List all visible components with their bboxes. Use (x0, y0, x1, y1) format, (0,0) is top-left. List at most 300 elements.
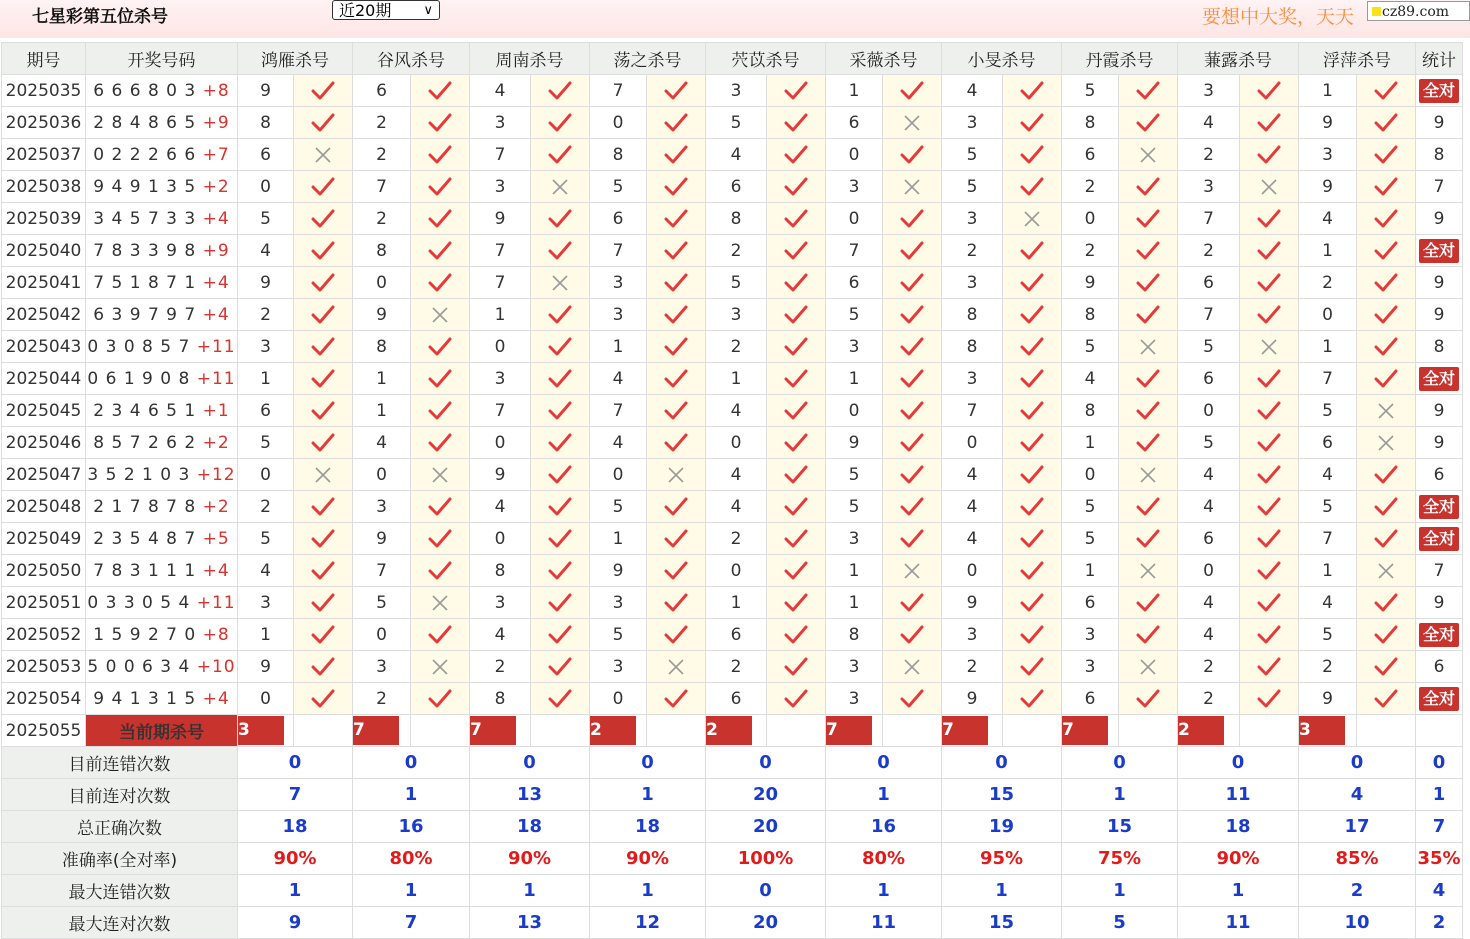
kill-number-cell: 7 (353, 555, 411, 587)
result-mark-cell (1357, 523, 1416, 555)
result-mark-cell (411, 491, 470, 523)
cross-icon (1376, 561, 1396, 581)
row-stat-cell (1416, 523, 1463, 555)
kill-number-cell: 1 (1062, 555, 1119, 587)
result-mark-cell (1357, 491, 1416, 523)
kill-number-cell: 9 (590, 555, 647, 587)
result-mark-cell (1003, 171, 1062, 203)
page-title: 七星彩第五位杀号 (32, 7, 168, 27)
period-cell: 2025039 (2, 203, 86, 235)
check-icon (784, 593, 808, 613)
result-mark-cell (883, 523, 942, 555)
kill-number-cell: 3 (826, 171, 883, 203)
draw-number-cell (86, 139, 238, 171)
result-mark-cell (411, 75, 470, 107)
kill-number-cell: 0 (1062, 459, 1119, 491)
kill-number-cell: 7 (1178, 203, 1240, 235)
current-kill-spacer (1240, 715, 1299, 747)
kill-number-table (1, 42, 1463, 939)
kill-number-cell: 1 (1299, 331, 1357, 363)
stats-value: 20 (706, 907, 826, 939)
check-icon (664, 113, 688, 133)
result-mark-cell (411, 363, 470, 395)
check-icon (311, 561, 335, 581)
check-icon (1020, 273, 1044, 293)
table-header-row (2, 43, 1463, 75)
cross-icon (550, 273, 570, 293)
result-mark-cell (1240, 459, 1299, 491)
kill-number-cell: 9 (353, 299, 411, 331)
col-header-expert: 小旻杀号 (942, 43, 1062, 75)
check-icon (784, 241, 808, 261)
kill-number-cell: 5 (826, 459, 883, 491)
check-icon (900, 497, 924, 517)
cross-icon (902, 177, 922, 197)
draw-number-cell (86, 235, 238, 267)
kill-number-cell: 4 (1178, 587, 1240, 619)
check-icon (428, 177, 452, 197)
kill-number-cell: 5 (353, 587, 411, 619)
result-mark-cell (1119, 683, 1178, 715)
kill-number-cell: 7 (1299, 363, 1357, 395)
check-icon (900, 401, 924, 421)
stats-value: 1 (942, 875, 1062, 907)
stats-value: 1 (826, 875, 942, 907)
check-icon (311, 113, 335, 133)
kill-number-cell: 6 (1178, 267, 1240, 299)
all-correct-badge: 全对 (1419, 239, 1459, 263)
result-mark-cell (1003, 331, 1062, 363)
kill-number-cell: 8 (1062, 395, 1119, 427)
kill-number-cell: 3 (238, 331, 294, 363)
period-cell: 2025037 (2, 139, 86, 171)
kill-number-cell: 1 (353, 363, 411, 395)
check-icon (428, 81, 452, 101)
kill-number-cell: 8 (1062, 299, 1119, 331)
draw-extra-number: +1 (202, 400, 230, 421)
draw-number-cell (86, 427, 238, 459)
kill-number-cell: 7 (942, 395, 1003, 427)
stats-value: 16 (826, 811, 942, 843)
col-header-expert: 谷风杀号 (353, 43, 470, 75)
check-icon (1136, 593, 1160, 613)
kill-number-cell: 1 (1299, 75, 1357, 107)
period-cell: 2025046 (2, 427, 86, 459)
stats-label: 总正确次数 (2, 811, 238, 843)
check-icon (1374, 465, 1398, 485)
result-mark-cell (1357, 555, 1416, 587)
kill-number-cell: 4 (353, 427, 411, 459)
draw-extra-number: +11 (196, 336, 236, 357)
result-mark-cell (1240, 683, 1299, 715)
current-kill-cell (353, 715, 411, 747)
col-header-expert: 浮萍杀号 (1299, 43, 1416, 75)
result-mark-cell (883, 235, 942, 267)
draw-numbers: 2 8 4 8 6 5 (93, 112, 203, 133)
table-row (2, 555, 1463, 587)
cross-icon (902, 113, 922, 133)
site-link[interactable] (1367, 1, 1470, 21)
check-icon (900, 593, 924, 613)
check-icon (900, 209, 924, 229)
kill-number-cell: 0 (238, 683, 294, 715)
draw-number-cell (86, 683, 238, 715)
current-kill-cell (238, 715, 294, 747)
result-mark-cell (767, 107, 826, 139)
kill-number-cell: 0 (706, 555, 767, 587)
kill-number-cell: 1 (826, 75, 883, 107)
draw-extra-number: +7 (202, 144, 230, 165)
current-kill-cell (706, 715, 767, 747)
stats-value: 1 (826, 779, 942, 811)
result-mark-cell (647, 139, 706, 171)
result-mark-cell (1357, 651, 1416, 683)
stats-value: 18 (1178, 811, 1299, 843)
check-icon (664, 305, 688, 325)
draw-extra-number: +4 (202, 272, 230, 293)
result-mark-cell (411, 555, 470, 587)
cross-icon (1138, 145, 1158, 165)
check-icon (311, 625, 335, 645)
check-icon (1020, 497, 1044, 517)
kill-number-cell: 0 (238, 459, 294, 491)
result-mark-cell (767, 299, 826, 331)
result-mark-cell (1003, 75, 1062, 107)
cross-icon (1376, 401, 1396, 421)
stats-value: 35% (1416, 843, 1463, 875)
stats-value: 10 (1299, 907, 1416, 939)
check-icon (664, 497, 688, 517)
kill-number-cell: 6 (706, 171, 767, 203)
kill-number-cell: 5 (942, 139, 1003, 171)
draw-numbers: 0 3 3 0 5 4 (87, 592, 197, 613)
kill-number-cell: 1 (238, 619, 294, 651)
current-kill-number: 7 (942, 716, 988, 745)
result-mark-cell (531, 299, 590, 331)
result-mark-cell (767, 267, 826, 299)
stats-value: 2 (1299, 875, 1416, 907)
current-period-cell: 2025055 (2, 715, 86, 747)
kill-number-cell: 4 (942, 491, 1003, 523)
stats-value: 1 (353, 875, 470, 907)
draw-numbers: 2 3 4 6 5 1 (93, 400, 203, 421)
result-mark-cell (1003, 299, 1062, 331)
stats-value: 1 (1178, 875, 1299, 907)
check-icon (1020, 433, 1044, 453)
result-mark-cell (1240, 75, 1299, 107)
cross-icon (1138, 337, 1158, 357)
kill-number-cell: 9 (470, 203, 531, 235)
check-icon (548, 657, 572, 677)
check-icon (1257, 401, 1281, 421)
check-icon (1257, 433, 1281, 453)
kill-number-cell: 6 (1062, 683, 1119, 715)
check-icon (1257, 209, 1281, 229)
stats-label: 目前连对次数 (2, 779, 238, 811)
result-mark-cell (647, 331, 706, 363)
result-mark-cell (767, 459, 826, 491)
period-cell: 2025036 (2, 107, 86, 139)
result-mark-cell (294, 107, 353, 139)
stats-row (2, 907, 1463, 939)
stats-label: 目前连错次数 (2, 747, 238, 779)
kill-number-cell: 5 (706, 107, 767, 139)
kill-number-cell: 1 (1299, 555, 1357, 587)
stats-value: 80% (353, 843, 470, 875)
check-icon (1374, 497, 1398, 517)
row-stat-cell: 7 (1416, 171, 1463, 203)
current-kill-number: 7 (353, 716, 399, 745)
stats-value: 15 (942, 907, 1062, 939)
draw-number-cell (86, 395, 238, 427)
result-mark-cell (883, 555, 942, 587)
kill-number-cell: 3 (706, 75, 767, 107)
result-mark-cell (411, 459, 470, 491)
result-mark-cell (1240, 395, 1299, 427)
current-kill-cell (590, 715, 647, 747)
result-mark-cell (767, 523, 826, 555)
result-mark-cell (883, 75, 942, 107)
check-icon (1374, 209, 1398, 229)
result-mark-cell (647, 363, 706, 395)
result-mark-cell (1240, 619, 1299, 651)
check-icon (1374, 625, 1398, 645)
cross-icon (430, 465, 450, 485)
result-mark-cell (647, 171, 706, 203)
kill-number-cell: 9 (942, 587, 1003, 619)
result-mark-cell (647, 267, 706, 299)
col-header-stat: 统计 (1416, 43, 1463, 75)
result-mark-cell (294, 395, 353, 427)
slogan-text: 要想中大奖，天天 (1202, 6, 1355, 28)
check-icon (1257, 369, 1281, 389)
kill-number-cell: 1 (706, 363, 767, 395)
cross-icon (666, 465, 686, 485)
draw-extra-number: +4 (202, 208, 230, 229)
current-kill-number: 2 (1178, 716, 1224, 745)
check-icon (428, 241, 452, 261)
kill-number-cell: 4 (590, 363, 647, 395)
kill-number-cell: 3 (470, 587, 531, 619)
result-mark-cell (1119, 459, 1178, 491)
result-mark-cell (767, 683, 826, 715)
result-mark-cell (1119, 107, 1178, 139)
stats-value: 100% (706, 843, 826, 875)
period-cell: 2025047 (2, 459, 86, 491)
result-mark-cell (294, 203, 353, 235)
check-icon (1136, 81, 1160, 101)
check-icon (664, 689, 688, 709)
kill-number-cell: 8 (470, 683, 531, 715)
kill-number-cell: 5 (1062, 331, 1119, 363)
kill-number-cell: 1 (826, 587, 883, 619)
kill-number-cell: 3 (353, 651, 411, 683)
check-icon (1136, 305, 1160, 325)
current-kill-number: 3 (238, 716, 284, 745)
kill-number-cell: 2 (1178, 651, 1240, 683)
result-mark-cell (411, 523, 470, 555)
draw-numbers: 0 6 1 9 0 8 (87, 368, 197, 389)
stats-value: 7 (353, 907, 470, 939)
result-mark-cell (531, 75, 590, 107)
kill-number-cell: 4 (706, 459, 767, 491)
check-icon (548, 241, 572, 261)
check-icon (1257, 145, 1281, 165)
period-range-select[interactable] (332, 0, 440, 20)
check-icon (548, 561, 572, 581)
result-mark-cell (883, 459, 942, 491)
check-icon (664, 529, 688, 549)
kill-number-cell: 2 (706, 331, 767, 363)
result-mark-cell (411, 395, 470, 427)
stats-row (2, 747, 1463, 779)
check-icon (1136, 689, 1160, 709)
kill-number-cell: 8 (706, 203, 767, 235)
period-cell: 2025040 (2, 235, 86, 267)
kill-number-cell: 0 (826, 139, 883, 171)
kill-number-cell: 6 (353, 75, 411, 107)
kill-number-cell: 6 (1062, 139, 1119, 171)
draw-numbers: 8 5 7 2 6 2 (93, 432, 203, 453)
result-mark-cell (883, 427, 942, 459)
stats-value: 0 (1299, 747, 1416, 779)
stats-value: 90% (470, 843, 590, 875)
kill-number-cell: 7 (470, 235, 531, 267)
kill-number-cell: 6 (238, 139, 294, 171)
stats-value: 0 (1178, 747, 1299, 779)
table-row (2, 267, 1463, 299)
check-icon (900, 689, 924, 709)
check-icon (1257, 81, 1281, 101)
kill-number-cell: 3 (238, 587, 294, 619)
result-mark-cell (294, 555, 353, 587)
check-icon (900, 369, 924, 389)
check-icon (311, 369, 335, 389)
result-mark-cell (883, 267, 942, 299)
check-icon (1136, 433, 1160, 453)
kill-number-cell: 0 (706, 427, 767, 459)
current-kill-spacer (883, 715, 942, 747)
stats-value: 11 (1178, 907, 1299, 939)
kill-number-cell: 5 (706, 267, 767, 299)
stats-value: 0 (353, 747, 470, 779)
result-mark-cell (1119, 523, 1178, 555)
cross-icon (666, 657, 686, 677)
result-mark-cell (294, 587, 353, 619)
check-icon (1257, 273, 1281, 293)
result-mark-cell (1357, 587, 1416, 619)
draw-extra-number: +11 (196, 368, 236, 389)
stats-value: 0 (942, 747, 1062, 779)
current-kill-number: 7 (1062, 716, 1108, 745)
col-header-draw: 开奖号码 (86, 43, 238, 75)
kill-number-cell: 6 (826, 267, 883, 299)
result-mark-cell (1003, 459, 1062, 491)
draw-numbers: 2 3 5 4 8 7 (93, 528, 203, 549)
kill-number-cell: 2 (353, 107, 411, 139)
cross-icon (430, 657, 450, 677)
check-icon (900, 337, 924, 357)
chevron-down-icon: ∨ (423, 3, 433, 18)
check-icon (428, 209, 452, 229)
result-mark-cell (294, 459, 353, 491)
result-mark-cell (1240, 363, 1299, 395)
check-icon (900, 81, 924, 101)
current-kill-cell (1178, 715, 1240, 747)
draw-number-cell (86, 523, 238, 555)
result-mark-cell (294, 651, 353, 683)
result-mark-cell (294, 491, 353, 523)
result-mark-cell (883, 395, 942, 427)
check-icon (1020, 241, 1044, 261)
check-icon (784, 625, 808, 645)
kill-number-cell: 3 (826, 683, 883, 715)
check-icon (1374, 81, 1398, 101)
draw-numbers: 6 3 9 7 9 7 (93, 304, 203, 325)
kill-number-cell: 6 (238, 395, 294, 427)
check-icon (900, 305, 924, 325)
check-icon (784, 273, 808, 293)
kill-number-cell: 0 (353, 459, 411, 491)
kill-number-cell: 0 (1178, 395, 1240, 427)
current-kill-number: 7 (826, 716, 872, 745)
current-kill-cell (826, 715, 883, 747)
kill-number-cell: 0 (1299, 299, 1357, 331)
stats-value: 5 (1062, 907, 1178, 939)
draw-extra-number: +11 (196, 592, 236, 613)
check-icon (428, 529, 452, 549)
check-icon (428, 113, 452, 133)
cross-icon (1259, 337, 1279, 357)
result-mark-cell (1003, 491, 1062, 523)
check-icon (548, 433, 572, 453)
draw-extra-number: +5 (202, 528, 230, 549)
current-kill-cell (942, 715, 1003, 747)
stats-value: 17 (1299, 811, 1416, 843)
check-icon (1020, 689, 1044, 709)
kill-number-cell: 0 (826, 395, 883, 427)
result-mark-cell (767, 619, 826, 651)
result-mark-cell (411, 427, 470, 459)
result-mark-cell (767, 587, 826, 619)
draw-numbers: 5 0 0 6 3 4 (87, 656, 197, 677)
draw-extra-number: +4 (202, 560, 230, 581)
result-mark-cell (531, 235, 590, 267)
current-kill-spacer (1119, 715, 1178, 747)
kill-number-cell: 6 (1178, 363, 1240, 395)
result-mark-cell (531, 395, 590, 427)
result-mark-cell (647, 107, 706, 139)
result-mark-cell (883, 107, 942, 139)
result-mark-cell (411, 619, 470, 651)
check-icon (664, 433, 688, 453)
table-row (2, 75, 1463, 107)
result-mark-cell (1357, 619, 1416, 651)
check-icon (1020, 113, 1044, 133)
stats-value: 1 (1416, 779, 1463, 811)
result-mark-cell (1357, 331, 1416, 363)
check-icon (1136, 113, 1160, 133)
kill-number-cell: 4 (470, 75, 531, 107)
table-row (2, 299, 1463, 331)
kill-number-cell: 9 (1062, 267, 1119, 299)
check-icon (1374, 145, 1398, 165)
period-cell: 2025041 (2, 267, 86, 299)
stats-value: 18 (470, 811, 590, 843)
check-icon (428, 145, 452, 165)
stats-value: 15 (942, 779, 1062, 811)
row-stat-cell (1416, 491, 1463, 523)
